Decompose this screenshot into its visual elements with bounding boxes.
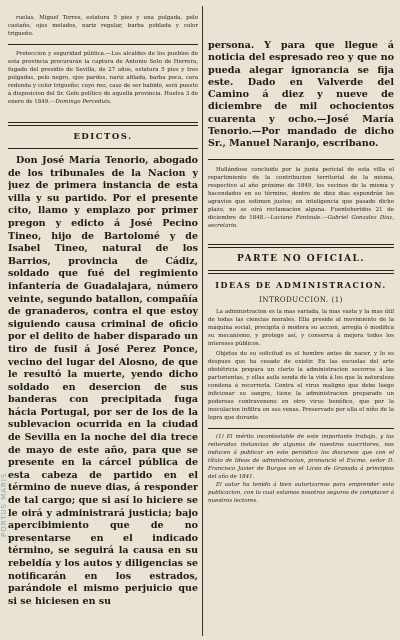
signature: —Domingo Perceduix. bbox=[50, 99, 112, 105]
divider bbox=[8, 44, 198, 45]
edicto-body: Don José María Tenorio, abogado de los tribunales de la Nacion y juez de primera instancia de esta villa y su partido. Por el presente cito, llamo y emplazo por primer pregon y edicto á José Pecino Tineo, hijo de Bartolomé y de Isabel Tineo, natural de los Barrios, provincia de Cádiz, soldado que fué del regimiento infantería de Guadalajara, número veinte, segundo batallon, compañía de granaderos, contra el que estoy siguiendo causa criminal de oficio por el delito de haber disparado un tiro de fusil á José Perez Ponce, vecino del lugar del Alosno, de que le resultó la muerte, yendo dicho soldado en desercion de sus banderas con precipitada fuga hácia Portugal, por ser de los de la sublevacion ocurrida en la ciudad de Sevilla en la noche del dia trece de mayo de este año, para que se presente en la cárcel pública de esta cabeza de partido en el término de nueve dias, á responder de tal cargo; que si así lo hiciere se le oirá y administrará justicia; bajo apercibimiento que de no presentarse en el indicado término, se seguirá la causa en su rebeldía y los autos y diligencias se notificarán en los estrados, parándole el mismo perjuicio que si se hiciesen en su bbox=[8, 155, 198, 607]
section-divider bbox=[208, 270, 394, 274]
column-rule bbox=[202, 6, 203, 636]
intro-paragraph-2: Objetos de su solicitud es el hombre antes de nacer, y lo es despues que ha cesado de existir. En las escuelas del arte obstétricia prepara un clerto la administracion socorros á las parturientas, y ellas asila senda de la vida á los que la naturaleza condena á recorrerla. Contra el virus maligno que debe luego inficionar su sangre, tiene la administracion preparado un poderoso contraveneno en otro virus benéfico, que por la inoculacion infiltra en sus venas. Preservado por ella el niño de la lepra que durante bbox=[208, 350, 394, 421]
signature: —Luciano Fontoule.—Gabriel Gonzalez Diaz, secretario. bbox=[208, 214, 394, 229]
footnote: (1) El mérito incontestable de este importante trabajo, y las reiteradas instancias de algunos de nuestros suscritores, nos inducen á publicar en este periódico los discursos que con el título de Ideas de administracion, pronunció el Excmo. señor D. Francisco Javier de Burgos en el Liceo de Granada á principios del año de 1841. bbox=[208, 433, 394, 480]
edicto-continuation: persona. Y para que llegue á noticia del espresado reo y que no pueda alegar ignorancia se fija este. Dado en Valverde del Camino á diez y nueve de diciembre de mil ochocientos cuarenta y ocho.—José María Tenorio.—Por mandado de dicho Sr., Manuel Naranjo, escribano. bbox=[208, 40, 394, 150]
paragraph-hallandose bbox=[208, 166, 394, 230]
footnote-divider bbox=[208, 428, 394, 429]
divider bbox=[208, 159, 394, 160]
section-divider bbox=[208, 244, 394, 248]
intro-paragraph-1: La administracion es la mas variada, la mas vasta y la mas útil de todas las ciencias morales. Ella preside al movimiento de la máquina social, precipita ó modera su accion, arregla ó modifica su mecanismo, y protege así, y conserva á mejora todos los intereses públicos. bbox=[208, 308, 394, 347]
paragraph-description: ruelas. Miguel Torres, estatura 5 pies y una pulgada, pelo castaño, ojos melados, nariz regular, barba poblada y color trigueño. bbox=[8, 15, 198, 37]
library-stamp: PORTUS MARIS bbox=[0, 472, 8, 538]
hallandose-text: Hallándose concluido por la junta pericial de esta villa el repartimiento de la contribucion territorial de la misma, respectivo al año próximo de 1849, los vecinos de la misma y hacendados en su término, dentro de diez dias espondrán los agravios que estimen justos; en inteligencia que pasado dicho plazo, no se oirá reclamacion alguna. Fuenteheridos 21 de diciembre de 1848. bbox=[208, 166, 394, 221]
left-column bbox=[8, 0, 198, 640]
proteccion-text: Proteccion y seguridad pública.—Los alcaldes de los pueblos de esta provincia procurarán la captura de Antonio Soto de Herrera, fugado del presidio de Sevilla, de 27 años, estatura 5 pies y tres pulgadas, pelo negro, ojos pardos, nariz afilada, barba poca, cara redonda y color trigueño; cuyo reo, caso de ser habido, será puesto á disposicion del Sr. Gefe político de aquella provincia. Huelva 3 de enero de 1849. bbox=[8, 51, 198, 105]
paragraph-proteccion bbox=[8, 50, 198, 106]
edictos-heading: EDICTOS. bbox=[73, 132, 133, 142]
section-divider bbox=[8, 122, 198, 126]
footnote-continued: El autor ha tenido á bien autorizarnos para emprender esta publicacion, con lo cual estamos nosotros seguros de complacer á nuestros lectores. bbox=[208, 481, 394, 504]
parte-no-oficial-heading: PARTE NO OFICIAL. bbox=[236, 253, 366, 264]
right-column bbox=[208, 0, 394, 640]
ideas-heading: IDEAS DE ADMINISTRACION. bbox=[215, 279, 387, 290]
divider bbox=[8, 148, 198, 149]
introduccion-heading: INTRODUCCION. (1) bbox=[259, 295, 343, 304]
